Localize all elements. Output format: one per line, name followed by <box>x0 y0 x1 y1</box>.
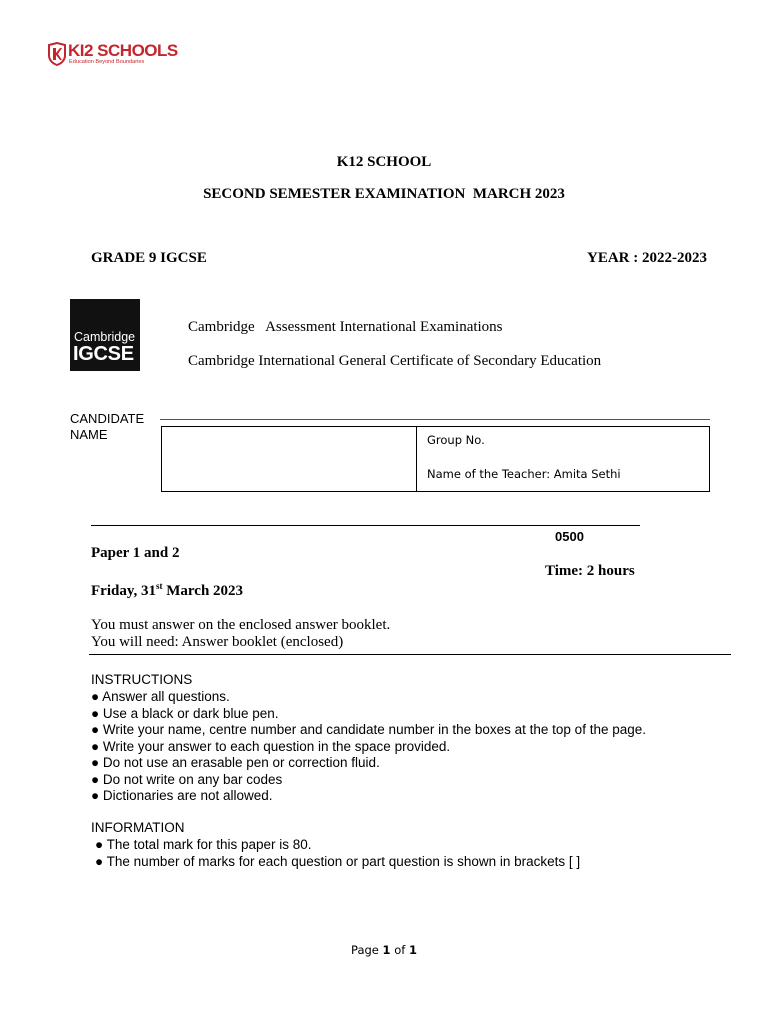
paper-code: 0500 <box>555 529 584 544</box>
candidate-name-line <box>160 419 710 420</box>
school-logo <box>48 40 178 70</box>
teacher-name: Name of the Teacher: Amita Sethi <box>427 467 621 481</box>
school-logo-brand: KI2 SCHOOLS <box>68 41 178 60</box>
separator-line <box>91 525 640 526</box>
group-no-label: Group No. <box>427 433 485 447</box>
exam-date-day: Friday, 31 <box>91 583 157 599</box>
exam-duration: Time: 2 hours <box>545 563 635 579</box>
footer-middle: of <box>390 943 409 957</box>
instructions-list <box>91 689 646 805</box>
answer-note: You must answer on the enclosed answer booklet. <box>91 617 391 633</box>
information-item: ● The number of marks for each question or part question is shown in brackets [ ] <box>95 853 581 869</box>
candidate-details-box <box>161 426 710 492</box>
candidate-label-line1: CANDIDATE <box>70 411 145 426</box>
information-list <box>95 837 580 870</box>
grade-label: GRADE 9 IGCSE <box>91 250 207 266</box>
instruction-item: ● Write your answer to each question in the space provided. <box>91 738 451 754</box>
school-title: K12 SCHOOL <box>336 154 432 170</box>
candidate-name-label <box>70 411 144 443</box>
information-item: ● The total mark for this paper is 80. <box>95 837 312 852</box>
instructions-heading: INSTRUCTIONS <box>91 672 193 687</box>
cambridge-logo-line1: Cambridge <box>74 330 136 344</box>
candidate-label-line2: NAME <box>70 427 108 442</box>
instruction-item: ● Write your name, centre number and candidate number in the boxes at the top of the page. <box>91 722 646 737</box>
paper-title: Paper 1 and 2 <box>91 545 180 561</box>
instruction-item: ● Use a black or dark blue pen. <box>91 705 279 721</box>
page-footer <box>0 943 768 957</box>
school-logo-tagline: Education Beyond Boundaries <box>69 59 145 65</box>
cambridge-line2: Cambridge International General Certificate of Secondary Education <box>188 353 602 369</box>
section-divider <box>89 654 731 655</box>
instruction-item: ● Do not use an erasable pen or correction fluid. <box>91 755 380 770</box>
exam-date-month: March 2023 <box>162 583 244 599</box>
instruction-item: ● Dictionaries are not allowed. <box>91 788 273 803</box>
exam-title: SECOND SEMESTER EXAMINATION MARCH 2023 <box>203 186 565 202</box>
cambridge-logo-line2: IGCSE <box>73 343 134 365</box>
materials-note: You will need: Answer booklet (enclosed) <box>91 634 344 650</box>
instruction-item: ● Do not write on any bar codes <box>91 771 283 787</box>
footer-page-total: 1 <box>408 943 417 957</box>
information-heading: INFORMATION <box>91 820 185 835</box>
footer-prefix: Page <box>351 943 383 957</box>
instruction-item: ● Answer all questions. <box>91 689 230 704</box>
cambridge-igcse-logo <box>70 299 140 371</box>
exam-date-suffix: st <box>156 581 163 591</box>
cambridge-line1: Cambridge Assessment International Examinations <box>188 319 503 335</box>
box-divider <box>416 427 417 491</box>
school-crest-icon <box>48 42 66 66</box>
footer-page-number: 1 <box>382 943 391 957</box>
exam-date <box>91 581 243 600</box>
year-label: YEAR : 2022-2023 <box>587 250 707 266</box>
